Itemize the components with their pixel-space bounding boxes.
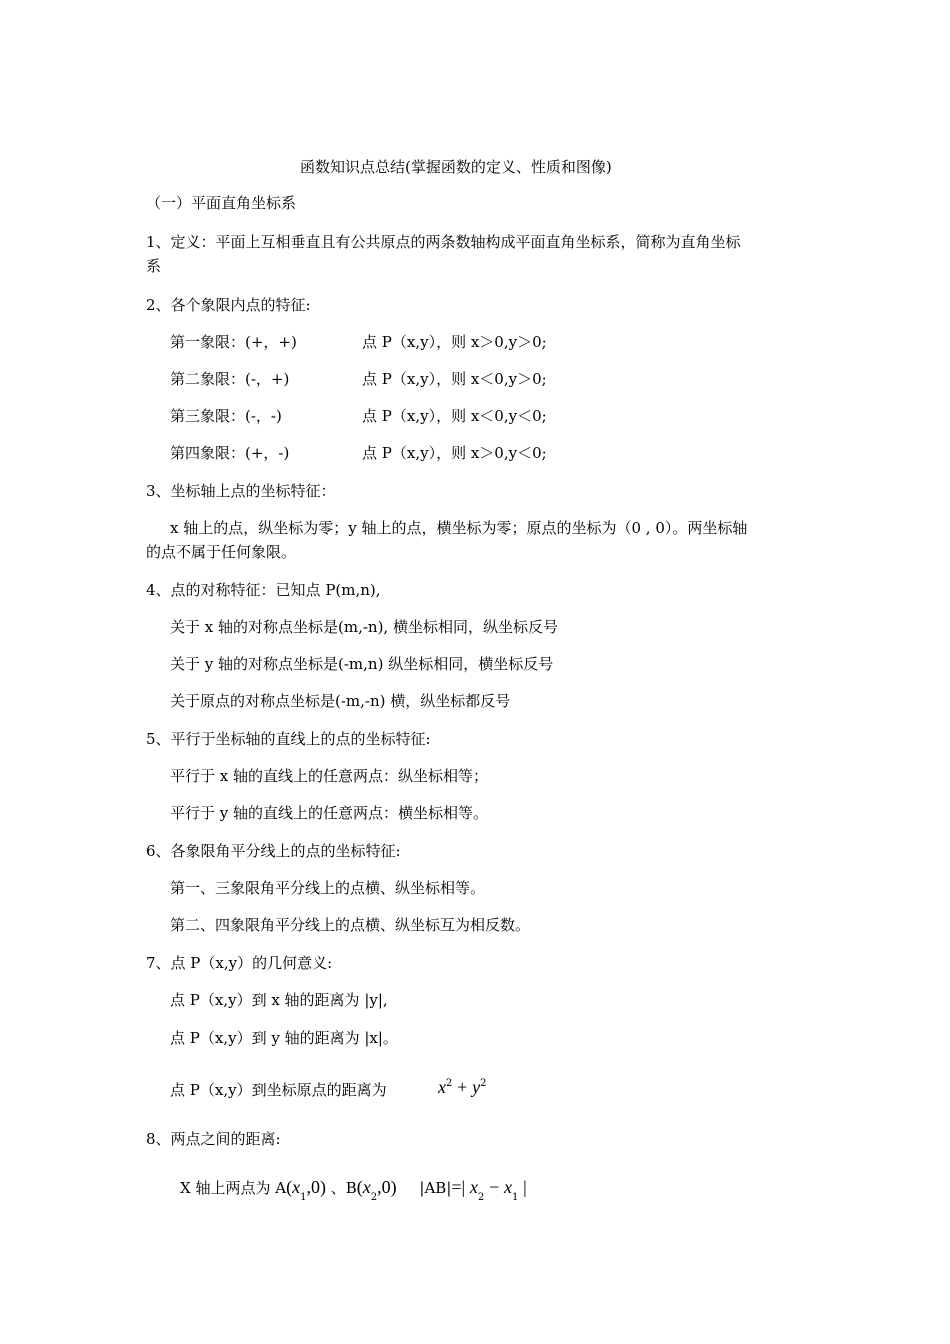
definition-line-1: 1、定义：平面上互相垂直且有公共原点的两条数轴构成平面直角坐标系，简称为直角坐标: [146, 233, 741, 251]
quadrant-row: [170, 443, 547, 463]
symmetry-heading: 4、点的对称特征：已知点 P(m,n),: [146, 581, 381, 599]
two-point-formula: X 轴上两点为 $A(x_1,0)$ 、$B(x_2,0)$ |AB|=| $x_2 - x_1$ |: [180, 1177, 527, 1203]
symmetry-line: 关于 x 轴的对称点坐标是(m,-n), 横坐标相同，纵坐标反号: [170, 618, 558, 636]
symmetry-line: 关于原点的对称点坐标是(-m,-n) 横，纵坐标都反号: [170, 692, 511, 710]
page-title: 函数知识点总结(掌握函数的定义、性质和图像): [300, 158, 612, 176]
geometry-line: 点 P（x,y）到 y 轴的距离为 |x|。: [170, 1029, 398, 1047]
geometry-line: 点 P（x,y）到 x 轴的距离为 |y|,: [170, 991, 388, 1009]
parallel-heading: 5、平行于坐标轴的直线上的点的坐标特征:: [146, 730, 431, 748]
axis-line-2: 的点不属于任何象限。: [146, 543, 297, 561]
quadrant-row: [170, 332, 547, 352]
quadrant-condition: 点 P（x,y），则 x＜0,y＞0;: [362, 370, 547, 388]
quadrant-condition: 点 P（x,y），则 x＞0,y＜0;: [362, 444, 547, 462]
quadrant-row: [170, 369, 547, 389]
quadrant-condition: 点 P（x,y），则 x＞0,y＞0;: [362, 333, 547, 351]
parallel-line: 平行于 y 轴的直线上的任意两点：横坐标相等。: [170, 804, 489, 822]
quadrant-name: 第一象限：(+，+): [170, 333, 297, 351]
definition-line-2: 系: [146, 257, 162, 275]
bisector-heading: 6、各象限角平分线上的点的坐标特征:: [146, 842, 401, 860]
quadrant-heading: 2、各个象限内点的特征:: [146, 296, 311, 314]
section-heading: （一）平面直角坐标系: [146, 194, 297, 212]
bisector-line: 第二、四象限角平分线上的点横、纵坐标互为相反数。: [170, 916, 531, 934]
axis-heading: 3、坐标轴上点的坐标特征：: [146, 482, 336, 500]
geometry-heading: 7、点 P（x,y）的几何意义:: [146, 954, 333, 972]
quadrant-name: 第二象限：(-，+): [170, 370, 290, 388]
quadrant-name: 第三象限：(-，-): [170, 407, 282, 425]
axis-line-1: x 轴上的点，纵坐标为零；y 轴上的点，横坐标为零；原点的坐标为（0 , 0）。两坐标轴: [170, 519, 748, 537]
two-point-heading: 8、两点之间的距离:: [146, 1130, 281, 1148]
symmetry-line: 关于 y 轴的对称点坐标是(-m,n) 纵坐标相同，横坐标反号: [170, 655, 554, 673]
quadrant-name: 第四象限：(+，-): [170, 444, 290, 462]
distance-formula: $x^2 + y^2$: [438, 1077, 487, 1097]
quadrant-row: [170, 406, 547, 426]
quadrant-condition: 点 P（x,y），则 x＜0,y＜0;: [362, 407, 547, 425]
bisector-line: 第一、三象限角平分线上的点横、纵坐标相等。: [170, 879, 486, 897]
parallel-line: 平行于 x 轴的直线上的任意两点：纵坐标相等；: [170, 767, 488, 785]
geometry-line: 点 P（x,y）到坐标原点的距离为: [170, 1081, 387, 1099]
